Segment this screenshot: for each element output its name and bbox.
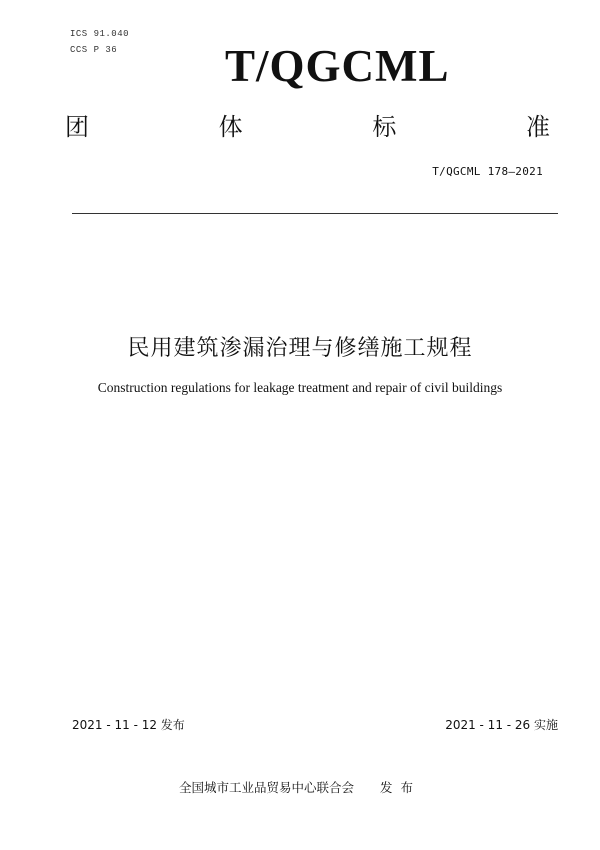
standard-type-char: 标 (372, 113, 397, 141)
header-divider (72, 213, 558, 214)
standard-type-char: 团 (65, 113, 89, 141)
implementation-date: 2021 - 11 - 26 实施 (445, 718, 558, 732)
standard-type-heading (60, 115, 555, 139)
issue-date: 2021 - 11 - 12 发布 (72, 718, 185, 732)
publisher-name: 全国城市工业品贸易中心联合会 (178, 780, 354, 795)
document-title-chinese: 民用建筑渗漏治理与修缮施工规程 (127, 336, 473, 361)
ics-code: ICS 91.040 (70, 29, 130, 39)
publisher-line (0, 778, 600, 796)
standard-number: T/QGCML 178—2021 (432, 165, 543, 178)
standard-type-char: 体 (218, 113, 243, 141)
document-title-english: Construction regulations for leakage treatment and repair of civil buildings (97, 380, 503, 395)
publish-label: 发布 (380, 780, 422, 795)
ccs-code: CCS P 36 (70, 45, 118, 55)
standard-type-char: 准 (525, 113, 550, 141)
organization-code: T/QGCML (225, 41, 450, 91)
